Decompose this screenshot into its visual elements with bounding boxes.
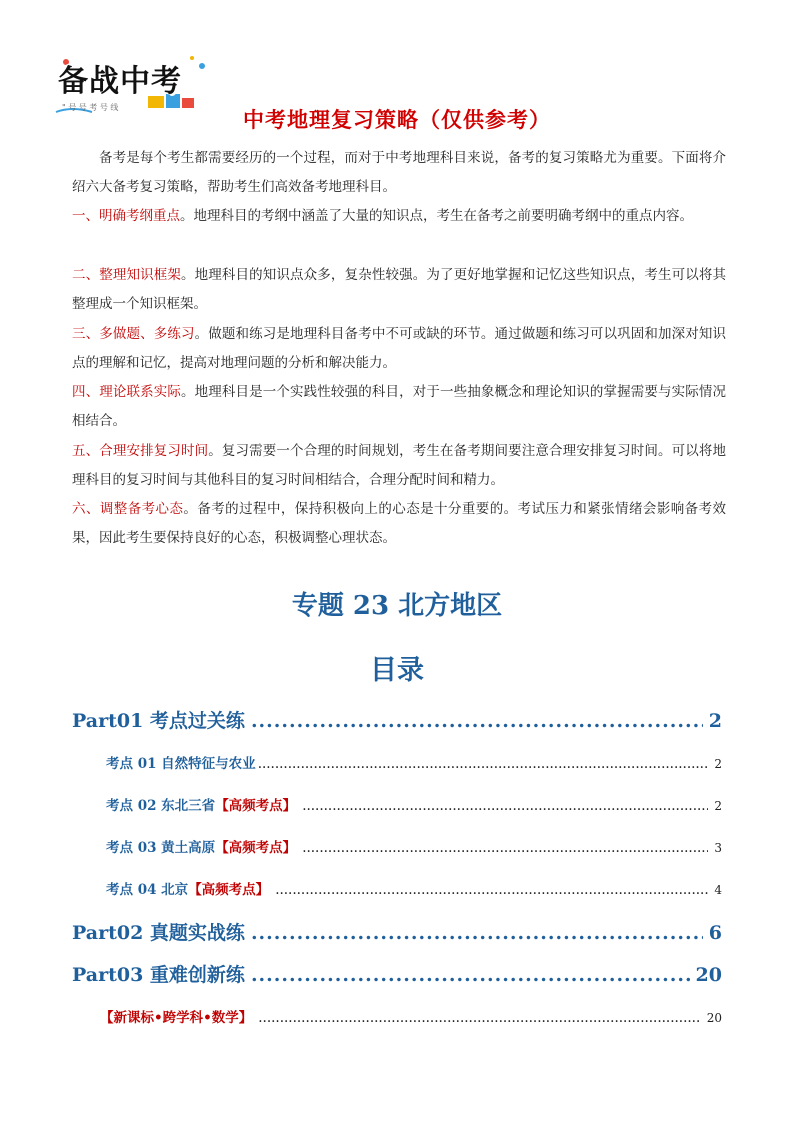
toc-page: 20 <box>695 964 722 986</box>
toc-leader <box>258 1010 700 1026</box>
toc-leader <box>251 710 703 732</box>
logo-text: 备战中考 <box>58 64 182 99</box>
toc-label: Part01 考点过关练 <box>72 710 245 732</box>
toc-extra[interactable] <box>100 1006 722 1026</box>
toc-leader <box>275 882 708 898</box>
toc-page: 2 <box>714 799 722 813</box>
strategy-item-1 <box>72 202 726 231</box>
strategy-item-body: 。地理科目的考纲中涵盖了大量的知识点，考生在备考之前要明确考纲中的重点内容。 <box>180 208 693 224</box>
toc-point-4[interactable] <box>106 878 722 898</box>
toc-label: Part02 真题实战练 <box>72 922 245 944</box>
toc-point-2[interactable] <box>106 794 722 814</box>
toc-part-3[interactable] <box>72 960 722 987</box>
strategy-item-head: 五、合理安排复习时间 <box>72 443 209 459</box>
strategy-intro: 备考是每个考生都需要经历的一个过程，而对于中考地理科目来说，备考的复习策略尤为重要。下面将介绍六大备考复习策略，帮助考生们高效备考地理科目。 <box>72 150 726 196</box>
strategy-item-head: 四、理论联系实际 <box>72 384 182 400</box>
toc-tag: 【高频考点】 <box>188 882 270 898</box>
topic-name: 北方地区 <box>398 591 503 621</box>
toc-label: 考点 02 东北三省 <box>106 798 216 814</box>
toc-leader <box>258 756 709 772</box>
toc-page: 4 <box>714 883 722 897</box>
toc-point-3[interactable] <box>106 836 722 856</box>
strategy-item-3 <box>72 320 726 379</box>
strategy-item-head: 三、多做题、多练习 <box>72 326 195 342</box>
strategy-item-body: 。地理科目的知识点众多，复杂性较强。为了更好地掌握和记忆这些知识点，考生可以将其整理成一个知识框架。 <box>72 267 727 313</box>
topic-prefix: 专题 <box>291 591 344 621</box>
toc-leader <box>251 922 703 944</box>
toc-leader <box>302 798 708 814</box>
strategy-item-5 <box>72 437 726 496</box>
strategy-item-body: 。地理科目是一个实践性较强的科目，对于一些抽象概念和理论知识的掌握需要与实际情况相结合。 <box>72 384 727 430</box>
toc-page: 3 <box>714 841 722 855</box>
toc-leader <box>251 964 690 986</box>
strategy-item-body: 。备考的过程中，保持积极向上的心态是十分重要的。考试压力和紧张情绪会影响备考效果，因此考生要保持良好的心态，积极调整心理状态。 <box>72 501 727 547</box>
topic-title <box>0 585 794 622</box>
strategy-item-head: 六、调整备考心态 <box>72 501 184 517</box>
strategy-item-body: 。做题和练习是地理科目备考中不可或缺的环节。通过做题和练习可以巩固和加深对知识点的理解和记忆，提高对地理问题的分析和解决能力。 <box>72 326 727 372</box>
toc-label: 考点 01 自然特征与农业 <box>106 756 256 772</box>
toc-page: 2 <box>708 710 722 732</box>
strategy-item-head: 二、整理知识框架 <box>72 267 182 283</box>
toc-leader <box>302 840 708 856</box>
topic-number: 23 <box>352 591 390 621</box>
logo-subtext: " 号 号 考 号 线 <box>62 103 119 112</box>
toc-tag: 【高频考点】 <box>215 798 297 814</box>
strategy-title: 中考地理复习策略（仅供参考） <box>243 108 551 132</box>
toc-page: 20 <box>706 1011 722 1025</box>
toc-title: 目录 <box>370 655 424 686</box>
toc-point-1[interactable] <box>106 752 722 772</box>
toc-label: Part03 重难创新练 <box>72 964 245 986</box>
strategy-item-head: 一、明确考纲重点 <box>72 208 180 224</box>
toc-part-1[interactable] <box>72 706 722 733</box>
toc-part-2[interactable] <box>72 918 722 945</box>
toc-label: 【新课标•跨学科•数学】 <box>100 1010 253 1026</box>
toc-page: 6 <box>708 922 722 944</box>
strategy-item-2 <box>72 261 726 320</box>
toc-page: 2 <box>714 757 722 771</box>
toc-label: 考点 03 黄土高原 <box>106 840 216 856</box>
toc-label: 考点 04 北京 <box>106 882 189 898</box>
strategy-item-6 <box>72 495 726 554</box>
strategy-item-body: 。复习需要一个合理的时间规划，考生在备考期间要注意合理安排复习时间。可以将地理科目的复习时间与其他科目的复习时间相结合，合理分配时间和精力。 <box>72 443 727 489</box>
strategy-item-4 <box>72 378 726 437</box>
toc-tag: 【高频考点】 <box>215 840 297 856</box>
